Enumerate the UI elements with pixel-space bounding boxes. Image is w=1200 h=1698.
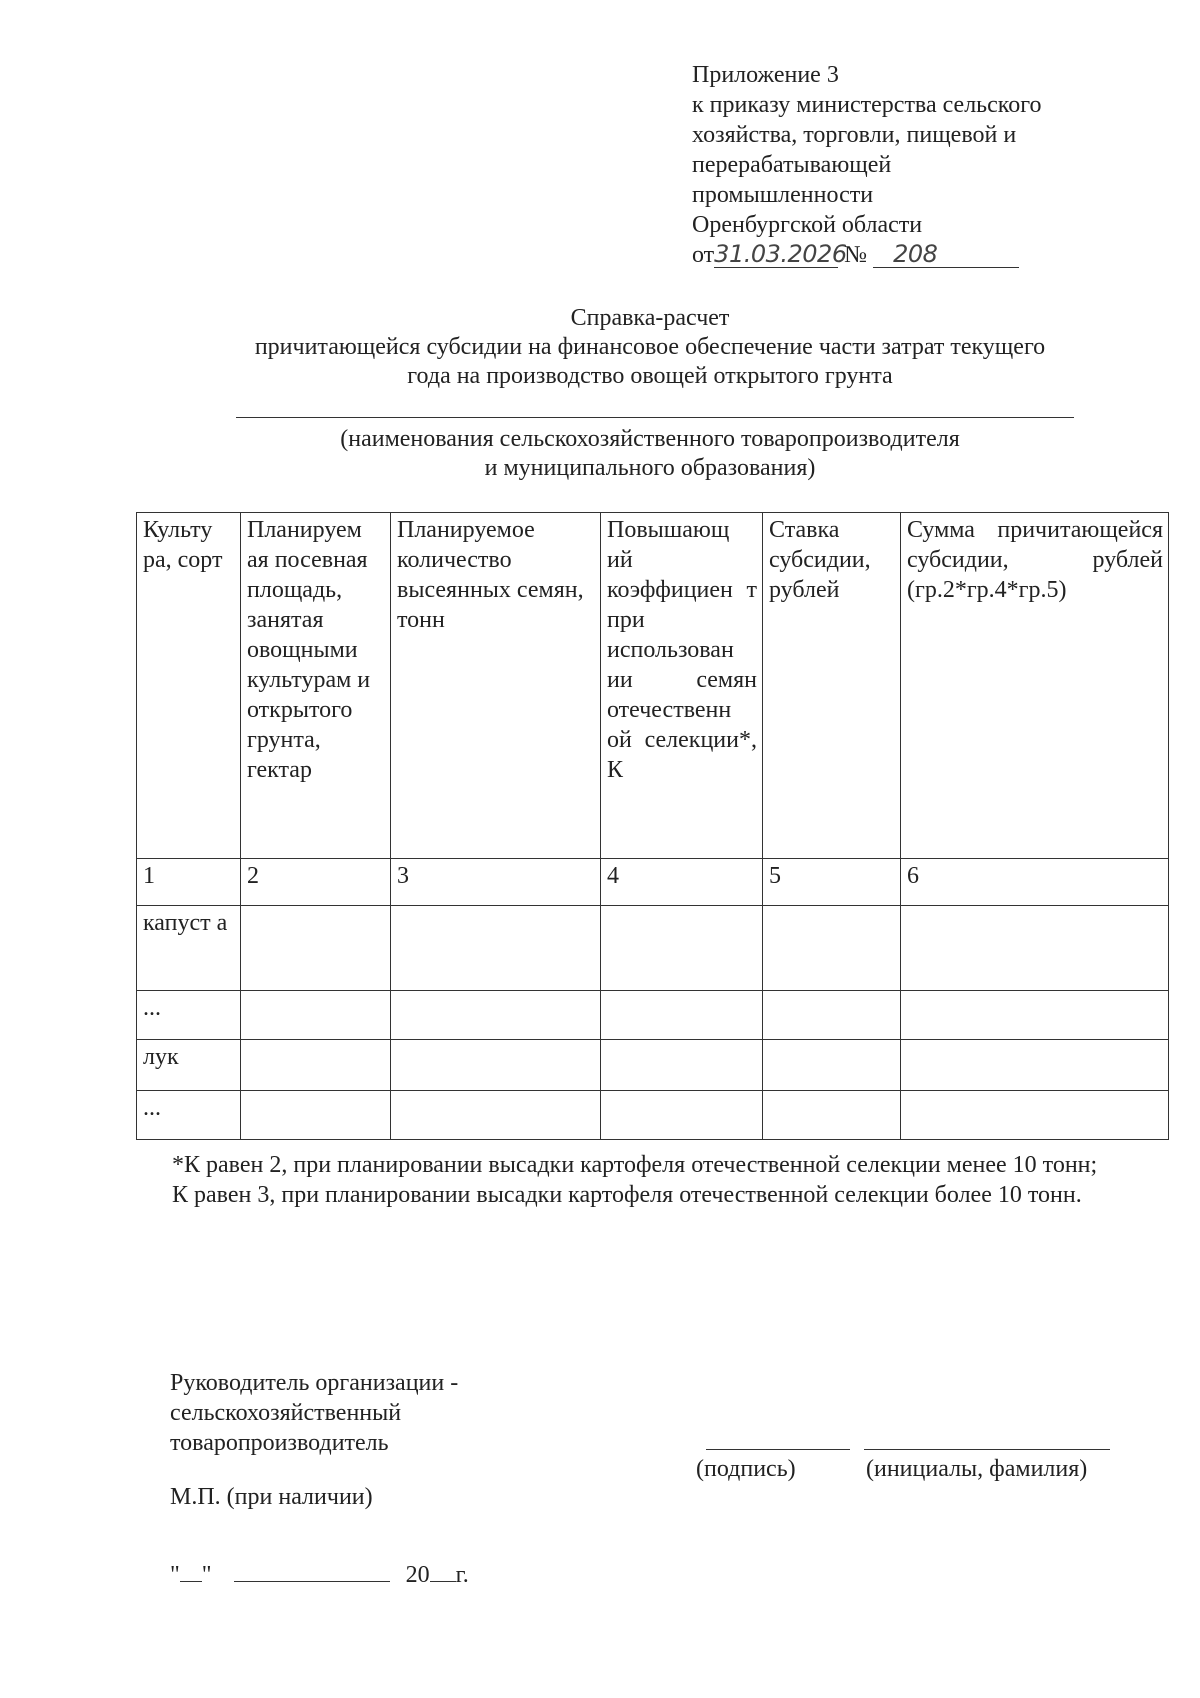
appendix-line: Оренбургской области (692, 212, 923, 238)
header-crop: Культу ра, сорт (137, 513, 241, 859)
table-cell (763, 1091, 901, 1140)
table-cell: ... (137, 1091, 241, 1140)
header-rate: Ставка субсидии, рублей (763, 513, 901, 859)
organization-head (170, 1368, 458, 1458)
org-caption-line-2: и муниципального образования) (484, 455, 816, 481)
column-number: 1 (137, 859, 241, 906)
head-line-2: сельскохозяйственный (170, 1400, 402, 1426)
table-row (137, 1091, 1169, 1140)
table-cell (901, 1040, 1169, 1091)
table-row (137, 1040, 1169, 1091)
appendix-line: перерабатывающей (692, 152, 892, 178)
order-date-number-line (692, 240, 1152, 270)
table-cell: ... (137, 991, 241, 1040)
column-number: 2 (241, 859, 391, 906)
table-cell (391, 991, 601, 1040)
footnote (172, 1150, 1132, 1210)
table-cell (763, 1040, 901, 1091)
table-cell (901, 991, 1169, 1040)
appendix-line: к приказу министерства сельского (692, 92, 1042, 118)
header-area: Планируем ая посевная площадь, занятая овощными культурам и открытого грунта, гектар (241, 513, 391, 859)
column-number: 6 (901, 859, 1169, 906)
head-line-1: Руководитель организации - (170, 1370, 459, 1396)
appendix-line: хозяйства, торговли, пищевой и (692, 122, 1017, 148)
table-cell (241, 1040, 391, 1091)
org-name-line (236, 417, 1074, 418)
order-number-handwritten: 208 (873, 241, 1019, 268)
title-line-3: года на производство овощей открытого грунта (407, 363, 893, 389)
stamp-place: М.П. (при наличии) (170, 1484, 373, 1510)
table-cell (241, 1091, 391, 1140)
table-cell (391, 906, 601, 991)
table-cell (391, 1091, 601, 1140)
table-cell (601, 1040, 763, 1091)
day-blank (180, 1581, 202, 1582)
header-seeds: Планируемое количество высеянных семян, тонн (391, 513, 601, 859)
column-number: 5 (763, 859, 901, 906)
signature-line (706, 1449, 850, 1450)
column-number: 3 (391, 859, 601, 906)
signature-caption: (подпись) (696, 1456, 796, 1482)
appendix-line: промышленности (692, 182, 874, 208)
head-line-3: товаропроизводитель (170, 1430, 389, 1456)
table-cell (901, 1091, 1169, 1140)
org-caption-line-1: (наименования сельскохозяйственного товаропроизводителя (340, 426, 960, 452)
document-title (150, 304, 1150, 391)
table-cell: капуст а (137, 906, 241, 991)
appendix-title: Приложение 3 (692, 62, 839, 88)
table-cell (763, 991, 901, 1040)
header-coefficient: Повышающ ий коэффициен т при использован ии семян отечественн ой селекции*, К (601, 513, 763, 859)
year-prefix: 20 (405, 1562, 430, 1588)
appendix-block (692, 60, 1152, 270)
table-cell (763, 906, 901, 991)
date-close-quote: " (201, 1562, 212, 1588)
column-number-row (137, 859, 1169, 906)
date-open-quote: " (170, 1562, 180, 1588)
year-suffix: г. (455, 1562, 469, 1588)
table-cell (241, 991, 391, 1040)
table-cell (601, 991, 763, 1040)
name-line (864, 1449, 1110, 1450)
name-caption: (инициалы, фамилия) (866, 1456, 1088, 1482)
table-cell (241, 906, 391, 991)
number-label: № (844, 242, 868, 268)
table-cell: лук (137, 1040, 241, 1091)
header-sum: Сумма причитающейся субсидии, рублей (гр.2*гр.4*гр.5) (901, 513, 1169, 859)
footnote-line-2: К равен 3, при планировании высадки картофеля отечественной селекции более 10 тонн. (172, 1182, 1082, 1208)
table-cell (901, 906, 1169, 991)
footnote-line-1: *К равен 2, при планировании высадки картофеля отечественной селекции менее 10 тонн; (172, 1152, 1098, 1178)
table-row (137, 991, 1169, 1040)
month-blank (234, 1581, 390, 1582)
table-cell (601, 906, 763, 991)
table-header-row (137, 513, 1169, 859)
column-number: 4 (601, 859, 763, 906)
year-blank (430, 1581, 456, 1582)
table-cell (601, 1091, 763, 1140)
title-line-2: причитающейся субсидии на финансовое обеспечение части затрат текущего (254, 334, 1046, 360)
from-label: от (692, 242, 715, 268)
subsidy-table (136, 512, 1169, 1140)
table-cell (391, 1040, 601, 1091)
title-line-1: Справка-расчет (570, 305, 730, 331)
order-date-handwritten: 31.03.2026 (714, 240, 847, 268)
signature-date (170, 1562, 469, 1589)
table-row (137, 906, 1169, 991)
org-name-caption (150, 425, 1150, 483)
